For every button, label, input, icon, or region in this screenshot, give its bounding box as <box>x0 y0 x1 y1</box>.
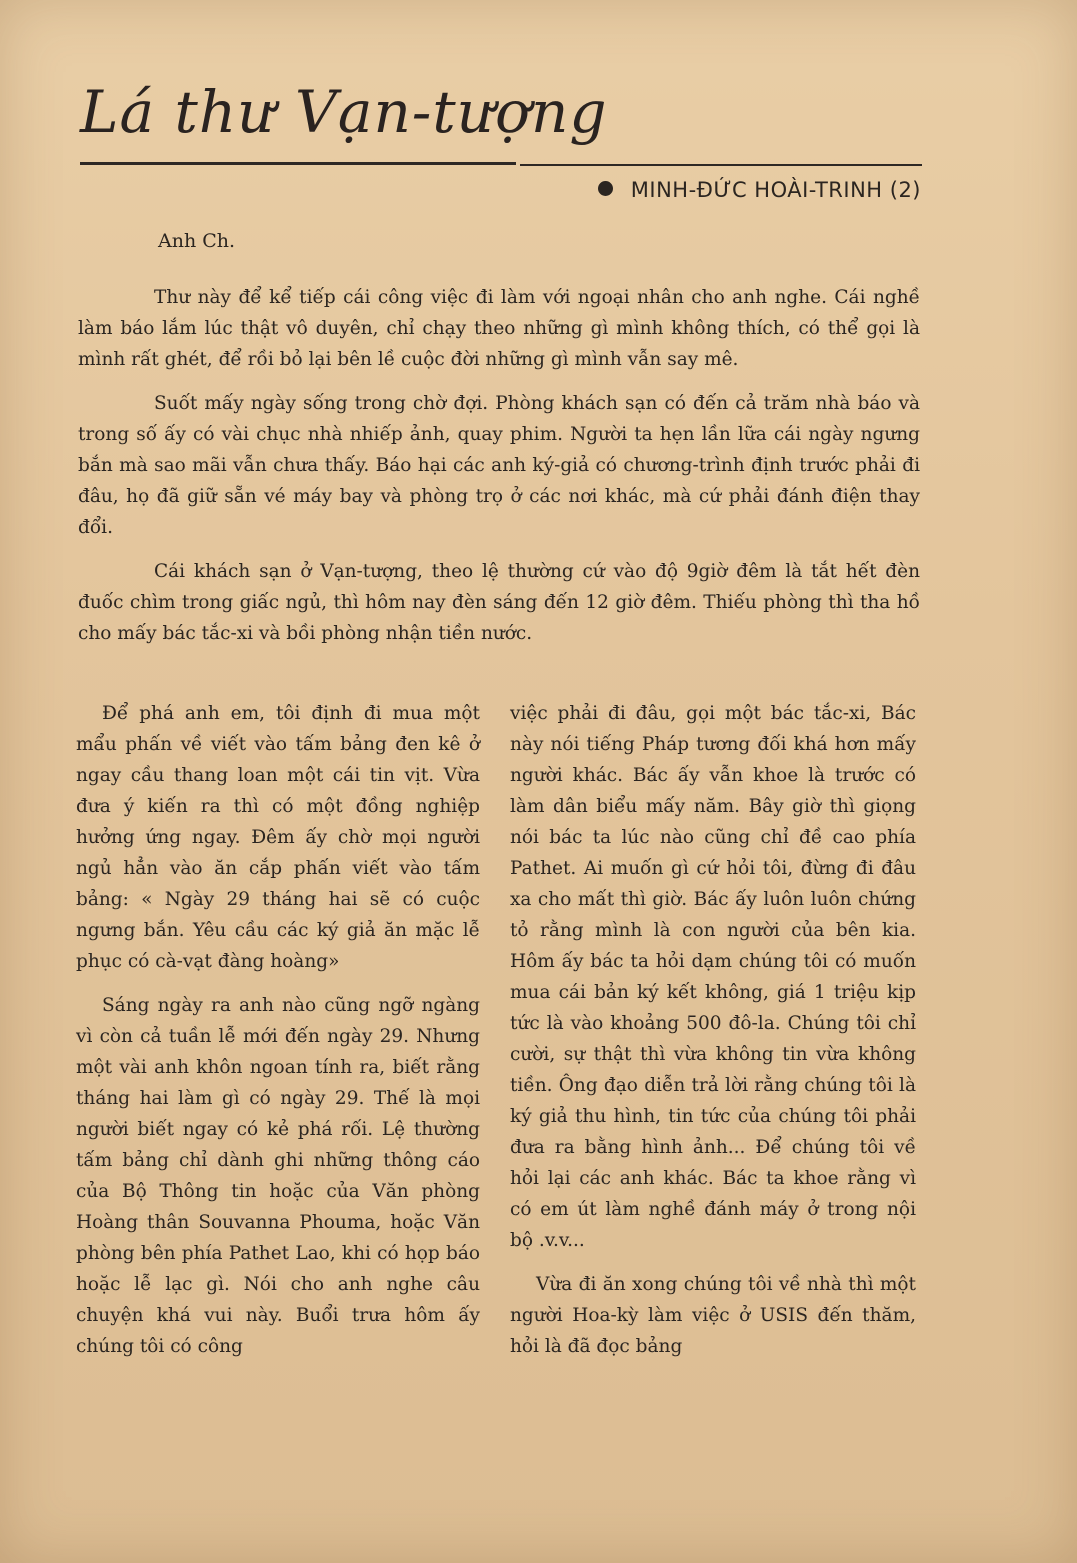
intro-paragraph-1: Thư này để kể tiếp cái công việc đi làm với ngoại nhân cho anh nghe. Cái nghề làm báo lắm lúc thật vô duyên, chỉ chạy theo những gì mình không thích, có thể gọi là mình rất ghét, để rồi bỏ lại bên lề cuộc đời những gì mình vẫn say mê. <box>78 287 920 370</box>
right-column-paragraph-1: việc phải đi đâu, gọi một bác tắc-xi, Bác này nói tiếng Pháp tương đối khá hơn mấy người khác. Bác ấy vẫn khoe là trước có làm dân biểu mấy năm. Bây giờ thì giọng nói bác ta lúc nào cũng chỉ đề cao phía Pathet. Ai muốn gì cứ hỏi tôi, đừng đi đâu xa cho mất thì giờ. Bác ấy luôn luôn chứng tỏ rằng mình là con người của bên kia. Hôm ấy bác ta hỏi dạm chúng tôi có muốn mua cái bản ký kết không, giá 1 triệu kịp tức là vào khoảng 500 đô-la. Chúng tôi chỉ cười, sự thật thì vừa không tin vừa không tiền. Ông đạo diễn trả lời rằng chúng tôi là ký giả thu hình, tin tức của chúng tôi phải đưa ra bằng hình ảnh... Để chúng tôi về hỏi lại các anh khác. Bác ta khoe rằng vì có em út làm nghề đánh máy ở trong nội bộ .v.v... <box>510 703 916 1251</box>
title-rule-right <box>520 164 922 166</box>
intro-paragraph-3: Cái khách sạn ở Vạn-tượng, theo lệ thường cứ vào độ 9giờ đêm là tắt hết đèn đuốc chìm trong giấc ngủ, thì hôm nay đèn sáng đến 12 giờ đêm. Thiếu phòng thì tha hồ cho mấy bác tắc-xi và bồi phòng nhận tiền nước. <box>78 561 920 644</box>
right-column-paragraph-2: Vừa đi ăn xong chúng tôi về nhà thì một người Hoa-kỳ làm việc ở USIS đến thăm, hỏi là đã đọc bảng <box>510 1274 916 1357</box>
left-column-paragraph-2: Sáng ngày ra anh nào cũng ngỡ ngàng vì còn cả tuần lễ mới đến ngày 29. Nhưng một vài anh khôn ngoan tính ra, biết rằng tháng hai làm gì có ngày 29. Thế là mọi người biết ngay có kẻ phá rối. Lệ thường tấm bảng chỉ dành ghi những thông cáo của Bộ Thông tin hoặc của Văn phòng Hoàng thân Souvanna Phouma, hoặc Văn phòng bên phía Pathet Lao, khi có họp báo hoặc lễ lạc gì. Nói cho anh nghe câu chuyện khá vui này. Buổi trưa hôm ấy chúng tôi có công <box>76 995 480 1357</box>
left-column <box>76 698 480 1375</box>
byline <box>598 178 921 202</box>
bullet-icon <box>598 181 613 196</box>
salutation: Anh Ch. <box>158 230 236 252</box>
intro-section <box>78 282 920 662</box>
right-column <box>510 698 916 1375</box>
title-rule-left <box>80 162 516 165</box>
byline-text: MINH-ĐỨC HOÀI-TRINH (2) <box>630 178 921 202</box>
article-title: Lá thư Vạn-tượng <box>80 78 608 146</box>
left-column-paragraph-1: Để phá anh em, tôi định đi mua một mẩu phấn về viết vào tấm bảng đen kê ở ngay cầu thang loan một cái tin vịt. Vừa đưa ý kiến ra thì có một đồng nghiệp hưởng ứng ngay. Đêm ấy chờ mọi người ngủ hẳn vào ăn cắp phấn viết vào tấm bảng: « Ngày 29 tháng hai sẽ có cuộc ngưng bắn. Yêu cầu các ký giả ăn mặc lễ phục có cà-vạt đàng hoàng» <box>76 703 480 972</box>
intro-paragraph-2: Suốt mấy ngày sống trong chờ đợi. Phòng khách sạn có đến cả trăm nhà báo và trong số ấy có vài chục nhà nhiếp ảnh, quay phim. Người ta hẹn lần lữa cái ngày ngưng bắn mà sao mãi vẫn chưa thấy. Báo hại các anh ký-giả có chương-trình định trước phải đi đâu, họ đã giữ sẵn vé máy bay và phòng trọ ở các nơi khác, mà cứ phải đánh điện thay đổi. <box>78 393 920 538</box>
